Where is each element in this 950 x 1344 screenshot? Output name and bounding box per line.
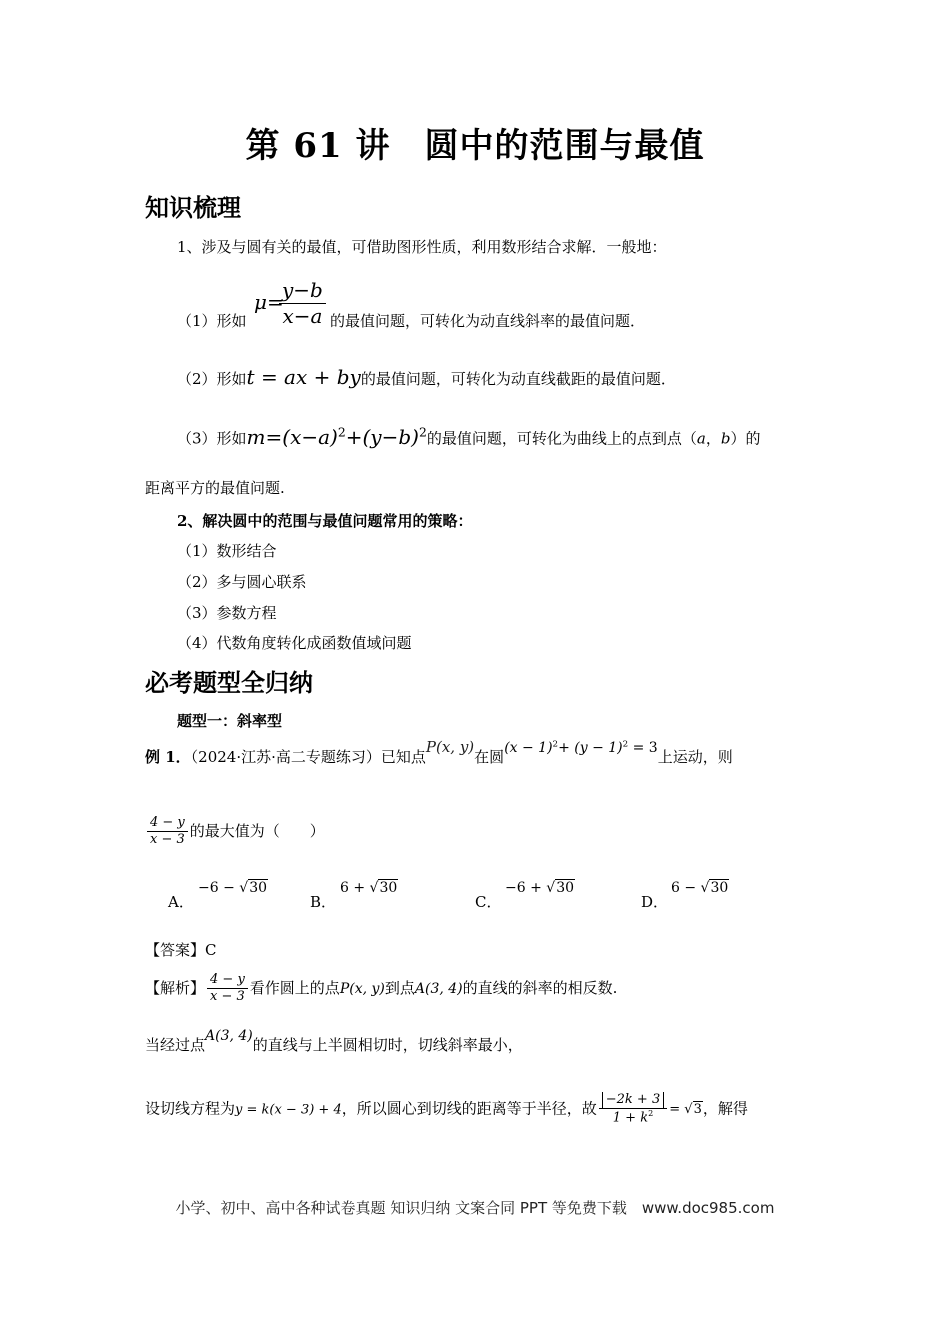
section-heading-knowledge: 知识梳理	[145, 193, 241, 222]
lecture-number: 第 61 讲	[245, 126, 391, 166]
strategy-item: （2）多与圆心联系	[177, 573, 307, 591]
example-fraction: $\frac{4 - y}{x - 3}$	[147, 815, 188, 849]
strategy-item: （1）数形结合	[177, 542, 277, 560]
distance-fraction: $\frac{-2k + 3}{1 + k^2}$	[599, 1092, 667, 1127]
mu-fraction: $\frac{y-b}{x-a}$	[279, 278, 326, 329]
strategy-item: （4）代数角度转化成函数值域问题	[177, 634, 412, 652]
example-1-statement: 例 1．（2024·江苏·高二专题练习）已知点P(x, y)在圆$(x - 1)^2+ (y - 1)^2 = 3$上运动，则	[145, 738, 733, 766]
analysis-fraction: $\frac{4 - y}{x - 3}$	[207, 972, 248, 1006]
example-1-question: $\frac{4 - y}{x - 3}$ 的最大值为（ ）	[145, 815, 325, 849]
mu-formula: μ=	[254, 290, 284, 314]
strategy-item: （3）参数方程	[177, 604, 277, 622]
question-type-1: 题型一：斜率型	[177, 712, 283, 730]
analysis-line-1: 【解析】 $\frac{4 - y}{x - 3}$ 看作圆上的点P(x, y)到点A(3, 4)的直线的斜率的相反数.	[145, 972, 618, 1005]
option-c[interactable]: C． −6 + √30	[475, 880, 575, 911]
knowledge-paragraph-2: 2、解决圆中的范围与最值问题常用的策略：	[177, 512, 473, 530]
knowledge-item-3: （3）形如$m=(x-a)^2+(y-b)^2$的最值问题，可转化为曲线上的点到点（a，b）的	[177, 424, 761, 449]
circle-equation: $(x - 1)^2+ (y - 1)^2 = 3$	[504, 739, 658, 756]
analysis-line-3: 设切线方程为y = k(x − 3) + 4，所以圆心到切线的距离等于半径，故 $\frac{-2k + 3}{1 + k^2}$ = √3，解得	[145, 1092, 748, 1126]
lecture-topic: 圆中的范围与最值	[424, 126, 705, 166]
m-formula: $m=(x-a)^2+(y-b)^2$	[246, 424, 427, 449]
t-formula: t = ax + by	[246, 365, 361, 389]
knowledge-item-2: （2）形如t = ax + by的最值问题，可转化为动直线截距的最值问题．	[177, 365, 676, 389]
section-heading-question-types: 必考题型全归纳	[145, 668, 313, 697]
option-d[interactable]: D． 6 − √30	[641, 880, 729, 911]
answer: 【答案】C	[145, 941, 217, 959]
knowledge-paragraph-1: 1、涉及与圆有关的最值，可借助图形性质，利用数形结合求解．一般地：	[177, 238, 667, 256]
analysis-line-2: 当经过点A(3, 4)的直线与上半圆相切时，切线斜率最小，	[145, 1028, 523, 1054]
point-p-formula: P(x, y)	[425, 738, 475, 756]
option-b[interactable]: B． 6 + √30	[310, 880, 398, 911]
page-footer: 小学、初中、高中各种试卷真题 知识归纳 文案合同 PPT 等免费下载 www.doc985.com	[175, 1199, 775, 1217]
knowledge-item-3-line2: 距离平方的最值问题.	[145, 479, 285, 497]
option-a[interactable]: A． −6 − √30	[168, 880, 268, 911]
page-title	[0, 118, 950, 167]
